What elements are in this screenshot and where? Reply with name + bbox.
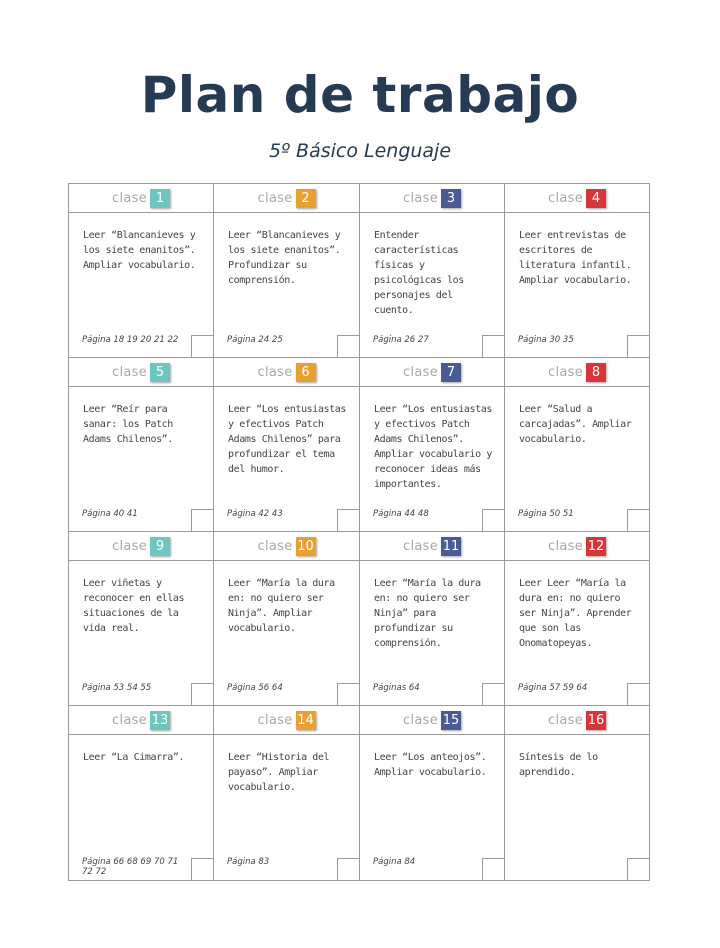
lesson-cell [214,532,360,706]
lesson-cell [505,532,649,706]
lesson-number-badge: 4 [586,189,606,208]
lesson-header [214,358,359,387]
lesson-number-badge: 11 [442,538,460,554]
completion-checkbox[interactable] [627,858,649,880]
lesson-description: Leer “Los anteojos”. Ampliar vocabulario. [374,752,487,778]
lesson-header [360,532,504,561]
lesson-header [505,532,649,561]
lesson-description: Leer “Reír para sanar: los Patch Adams Chilenos”. [83,404,173,445]
lesson-pages: Página 50 51 [518,509,574,519]
lesson-description: Leer “Blancanieves y los siete enanitos”. Profundizar su comprensión. [228,230,341,286]
lesson-description: Leer entrevistas de escritores de literatura infantil. Ampliar vocabulario. [519,230,632,286]
lesson-pages: Página 24 25 [227,335,283,345]
lesson-number-badge: 9 [150,537,170,556]
lesson-number-badge: 7 [441,363,461,382]
completion-checkbox[interactable] [337,335,359,357]
page-subtitle: 5º Básico Lenguaje [268,140,452,162]
completion-checkbox[interactable] [191,858,213,880]
lesson-label: clase [257,712,293,728]
lesson-description: Leer “Salud a carcajadas”. Ampliar vocabulario. [519,404,632,445]
lesson-cell [69,358,214,532]
lesson-cell [360,532,505,706]
completion-checkbox[interactable] [482,683,504,705]
lesson-grid [68,183,650,881]
lesson-number-badge: 6 [296,363,316,382]
lesson-header [214,706,359,735]
lesson-header [69,184,213,213]
lesson-number-badge: 1 [150,189,170,208]
lesson-pages: Página 18 19 20 21 22 [82,335,179,345]
lesson-header [69,358,213,387]
completion-checkbox[interactable] [482,335,504,357]
lesson-pages: Página 84 [373,857,416,867]
completion-checkbox[interactable] [627,509,649,531]
lesson-pages: Página 56 64 [227,683,283,693]
lesson-cell [214,706,360,880]
lesson-pages: Página 57 59 64 [518,683,588,693]
completion-checkbox[interactable] [337,683,359,705]
lesson-pages: Página 44 48 [373,509,429,519]
lesson-cell [360,706,505,880]
lesson-description: Leer “Blancanieves y los siete enanitos”. Ampliar vocabulario. [83,230,196,271]
completion-checkbox[interactable] [337,509,359,531]
lesson-cell [214,358,360,532]
lesson-label: clase [403,190,438,206]
lesson-pages: Página 53 54 55 [82,683,152,693]
lesson-description: Leer “María la dura en: no quiero ser Ninja”. Ampliar vocabulario. [228,578,335,634]
lesson-label: clase [112,190,147,206]
lesson-description: Leer viñetas y reconocer en ellas situaciones de la vida real. [83,578,185,634]
completion-checkbox[interactable] [337,858,359,880]
lesson-label: clase [257,190,293,206]
lesson-header [360,706,504,735]
page-title: Plan de trabajo [140,66,580,124]
lesson-label: clase [403,538,438,554]
lesson-cell [505,358,649,532]
lesson-number-badge: 12 [587,538,605,554]
lesson-label: clase [548,364,583,380]
lesson-number-badge: 3 [441,189,461,208]
lesson-pages: Páginas 64 [373,683,420,693]
lesson-header [505,358,649,387]
lesson-number-badge: 14 [297,712,314,728]
lesson-label: clase [112,712,147,728]
completion-checkbox[interactable] [627,683,649,705]
lesson-label: clase [548,712,583,728]
lesson-cell [69,706,214,880]
lesson-label: clase [548,538,583,554]
lesson-label: clase [257,364,293,380]
completion-checkbox[interactable] [191,683,213,705]
lesson-description: Leer Leer “María la dura en: no quiero ser Ninja”. Aprender que son las Onomatopeyas. [519,578,632,649]
lesson-number-badge: 15 [442,712,460,728]
lesson-description: Leer “Los entusiastas y efectivos Patch Adams Chilenos”. Ampliar vocabulario y reconocer ideas más importantes. [374,404,493,490]
lesson-label: clase [403,712,438,728]
lesson-header [214,184,359,213]
lesson-header [69,532,213,561]
lesson-description: Leer “María la dura en: no quiero ser Ninja” para profundizar su comprensión. [374,578,481,649]
completion-checkbox[interactable] [482,509,504,531]
lesson-description: Síntesis de lo aprendido. [519,752,598,778]
lesson-number-badge: 2 [296,189,316,208]
lesson-cell [214,184,360,358]
lesson-number-badge: 10 [297,538,314,554]
lesson-pages: Página 42 43 [227,509,283,519]
lesson-label: clase [257,538,293,554]
lesson-cell [505,706,649,880]
lesson-cell [360,184,505,358]
lesson-number-badge: 5 [150,363,170,382]
lesson-pages: Página 66 68 69 70 71 72 72 [82,857,179,877]
completion-checkbox[interactable] [191,335,213,357]
completion-checkbox[interactable] [191,509,213,531]
lesson-cell [69,532,214,706]
lesson-number-badge: 16 [587,712,605,728]
lesson-label: clase [403,364,438,380]
lesson-header [214,532,359,561]
lesson-label: clase [112,364,147,380]
lesson-label: clase [548,190,583,206]
lesson-header [505,706,649,735]
completion-checkbox[interactable] [482,858,504,880]
lesson-number-badge: 8 [586,363,606,382]
lesson-header [360,358,504,387]
lesson-header [69,706,213,735]
lesson-cell [360,358,505,532]
lesson-description: Leer “La Cimarra”. [83,752,185,763]
lesson-pages: Página 40 41 [82,509,138,519]
lesson-cell [69,184,214,358]
lesson-number-badge: 13 [151,712,169,728]
lesson-pages: Página 30 35 [518,335,574,345]
lesson-pages: Página 83 [227,857,270,867]
lesson-description: Leer “Los entusiastas y efectivos Patch Adams Chilenos” para profundizar el tema del humor. [228,404,347,475]
completion-checkbox[interactable] [627,335,649,357]
lesson-header [505,184,649,213]
lesson-header [360,184,504,213]
lesson-cell [505,184,649,358]
lesson-label: clase [112,538,147,554]
lesson-description: Leer “Historia del payaso”. Ampliar vocabulario. [228,752,330,793]
lesson-description: Entender características físicas y psicológicas los personajes del cuento. [374,230,464,316]
lesson-pages: Página 26 27 [373,335,429,345]
